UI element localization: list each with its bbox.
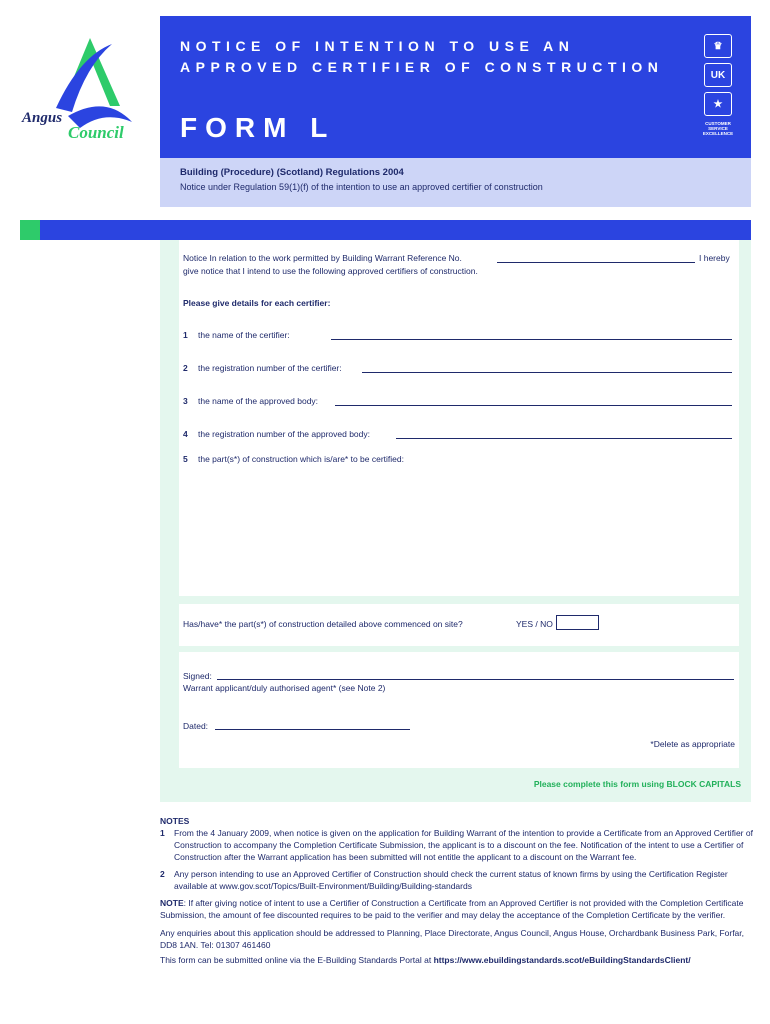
certifier-name-label: the name of the certifier: (198, 330, 290, 340)
intro-hereby: I hereby (699, 253, 730, 263)
certifier-registration-field[interactable] (362, 372, 732, 373)
approved-body-name-label: the name of the approved body: (198, 396, 319, 406)
signed-sub-label: Warrant applicant/duly authorised agent* (see Note 2) (183, 683, 386, 693)
form-title: FORM L (180, 112, 336, 143)
warrant-reference-field[interactable] (497, 262, 695, 263)
delete-note: *Delete as appropriate (650, 739, 735, 749)
logo-angus-text: Angus (22, 110, 63, 126)
construction-parts-label: the part(s*) of construction which is/are* to be certified: (198, 454, 404, 464)
badges (701, 34, 735, 136)
blue-divider-bar (40, 220, 751, 240)
logo-council-text: Council (68, 123, 124, 142)
details-heading: Please give details for each certifier: (183, 298, 331, 308)
regulation-subtitle: Notice under Regulation 59(1)(f) of the intention to use an approved certifier of construction (180, 182, 543, 192)
block-capitals-notice: Please complete this form using BLOCK CAPITALS (533, 779, 741, 789)
certifier-details-section (179, 240, 739, 596)
commenced-section (179, 604, 739, 646)
regulation-banner (160, 158, 751, 207)
note-2-text: Any person intending to use an Approved Certifier of Construction should check the current status of known firms by using the Certification Register available at www.gov.scot/Topics/Built-Environment/Building/Building-standards (174, 869, 728, 891)
item-number: 4 (183, 429, 188, 439)
star-icon: ★ (704, 92, 732, 116)
note-2 (160, 868, 755, 892)
note-disclaimer (160, 897, 755, 921)
uk-badge: UK (704, 63, 732, 87)
dated-label: Dated: (183, 721, 209, 731)
intro-text-b: give notice that I intend to use the following approved certifiers of construction. (183, 266, 478, 276)
note-1 (160, 827, 755, 863)
enquiries-text: Any enquiries about this application should be addressed to Planning, Place Directorate, Angus Council, Angus House, Orchardbank Business Park, Forfar, DD8 1AN. Tel: 01307 461460 (160, 928, 745, 950)
intro-text-a: Notice In relation to the work permitted by Building Warrant Reference No. (183, 253, 462, 263)
approved-body-registration-field[interactable] (396, 438, 732, 439)
note-label: NOTE (160, 898, 184, 908)
item-number: 5 (183, 454, 188, 464)
item-number: 1 (183, 330, 188, 340)
approved-body-registration-label: the registration number of the approved body: (198, 429, 370, 439)
signature-field[interactable] (217, 679, 734, 680)
online-prefix: This form can be submitted online via the E-Building Standards Portal at (160, 955, 434, 965)
crown-icon: ♛ (704, 34, 732, 58)
note-number: 1 (160, 828, 165, 838)
notes-heading: NOTES (160, 816, 190, 826)
commenced-question: Has/have* the part(s*) of construction detailed above commenced on site? (183, 619, 463, 629)
note-number: 2 (160, 869, 165, 879)
customer-service-badge-text: CUSTOMER SERVICE EXCELLENCE (702, 121, 734, 136)
green-accent-bar (20, 220, 40, 240)
certifier-registration-label: the registration number of the certifier: (198, 363, 342, 373)
online-url-link[interactable]: https://www.ebuildingstandards.scot/eBuildingStandardsClient/ (433, 955, 691, 965)
angus-council-logo (20, 36, 138, 146)
yes-no-field[interactable] (556, 615, 599, 630)
signed-label: Signed: (183, 671, 212, 681)
item-number: 2 (183, 363, 188, 373)
approved-body-name-field[interactable] (335, 405, 732, 406)
construction-parts-textarea[interactable] (198, 468, 733, 592)
yes-no-label: YES / NO (516, 619, 553, 629)
form-panel (160, 240, 751, 802)
note-1-text: From the 4 January 2009, when notice is given on the application for Building Warrant of the intention to provide a Certificate from an Approved Certifier of Construction to accompany the Completion Certificate Submission, the applicant is to a discount on the fee. Notification of the intent to use a Certifier of Construction after the Warrant application has been submitted will not entitle the applicant to a discount on the Warrant fee. (174, 828, 753, 862)
form-main-title: NOTICE OF INTENTION TO USE AN APPROVED CERTIFIER OF CONSTRUCTION (180, 38, 664, 75)
date-field[interactable] (215, 729, 410, 730)
notes-section (160, 815, 755, 966)
form-header (160, 16, 751, 158)
item-number: 3 (183, 396, 188, 406)
online-submission (160, 954, 755, 966)
signature-section (179, 652, 739, 768)
regulation-title: Building (Procedure) (Scotland) Regulations 2004 (180, 167, 404, 178)
note-disclaimer-text: : If after giving notice of intent to use a Certifier of Construction a Certificate from an Approved Certifier is not provided with the Completion Certificate Submission, the amount of fee discounted requires to be paid to the verifier and may delay the acceptance of the Completion Certificate by the verifier. (160, 898, 744, 920)
certifier-name-field[interactable] (331, 339, 732, 340)
